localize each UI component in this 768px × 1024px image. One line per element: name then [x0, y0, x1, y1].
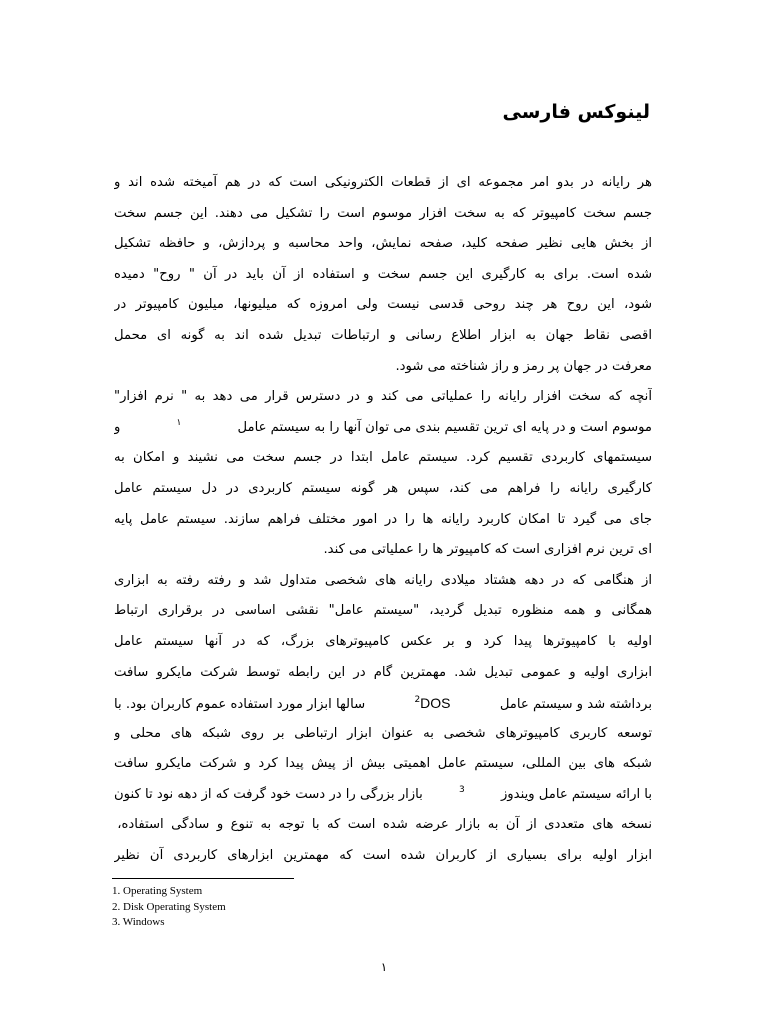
footnotes: [112, 884, 226, 931]
line-text: جسم سخت کامپیوتر که به سخت افزار موسوم است را تشکیل می دهند. این جسم سخت: [114, 205, 652, 221]
text-line: [114, 688, 652, 719]
text-segment: سالها ابزار مورد استفاده عموم کاربران بود. با: [114, 697, 366, 713]
footnote-2: 2. Disk Operating System: [112, 900, 226, 913]
line-text: توسعه کاربری کامپیوترهای شخصی به عنوان ابزار ارتباطی بر روی شبکه های محلی و: [114, 725, 652, 741]
text-segment: با ارائه سیستم عامل ویندوز: [500, 786, 652, 802]
footnote-1: 1. Operating System: [112, 885, 203, 897]
line-text: شود، این روح هر چند روحی قدسی نیست ولی امروزه که میلیونها، میلیون کامپیوتر در: [114, 297, 652, 313]
line-text: از بخش هایی نظیر صفحه کلید، صفحه نمایش، واحد محاسبه و پردازش، و حافظه تشکیل: [114, 236, 652, 252]
text-line: [114, 719, 652, 750]
line-text: اولیه با کامپیوترها پیدا کرد و بر عکس کامپیوترهای بزرگ، که در آنها سیستم عامل: [114, 633, 652, 649]
paragraph: [114, 566, 652, 872]
text-segment: و: [114, 419, 121, 435]
text-line: [114, 566, 652, 597]
line-text: اقصی نقاط جهان به ابزار اطلاع رسانی و ارتباطات تبدیل شده اند به گونه ای محمل: [114, 327, 652, 343]
text-line: [114, 229, 652, 260]
text-line: [114, 443, 652, 474]
text-line: [114, 321, 652, 352]
line-text: جای می گیرد تا امکان کاربرد رایانه ها را در امور مختلف فراهم سازند. سیستم عامل پایه: [114, 511, 652, 527]
footnote-3: 3. Windows: [112, 916, 165, 928]
text-segment: موسوم است و در پایه ای ترین تقسیم بندی می توان آنها را به سیستم عامل: [237, 419, 652, 435]
text-line: [114, 841, 652, 872]
footnote-ref: 3: [459, 784, 465, 795]
text-line: [114, 505, 652, 536]
text-line: [114, 290, 652, 321]
line-text: معرفت در جهان پر رمز و راز شناخته می شود.: [395, 358, 652, 374]
text-segment: بازار بزرگی را در دست خود گرفت که از دهه نود تا کنون: [114, 786, 423, 802]
latin-term: DOS: [420, 695, 451, 712]
footnote-ref: 2: [414, 695, 421, 706]
body-text: [114, 168, 652, 872]
line-text: ابزار اولیه برای بسیاری از کاربران شده است که مهمترین ابزارهای کاربردی آن نظیر: [114, 848, 652, 864]
paragraph: [114, 382, 652, 566]
text-line: [114, 474, 652, 505]
line-text: ای ترین نرم افزاری است که کامپیوتر ها را عملیاتی می کند.: [323, 542, 652, 558]
line-text: نسخه های متعددی از آن به بازار عرضه شده است که با توجه به تنوع و سادگی استفاده،: [117, 817, 652, 833]
page-number: ۱: [380, 960, 388, 974]
text-line: [114, 810, 652, 841]
line-text: سیستمهای کاربردی تقسیم کرد. سیستم عامل ابتدا در جسم سخت می نشیند و امکان به: [114, 450, 652, 466]
line-text: هر رایانه در بدو امر مجموعه ای از قطعات الکترونیکی است که در هم آمیخته شده اند و: [114, 175, 652, 190]
text-segment: برداشته شد و سیستم عامل: [499, 697, 652, 713]
inline-group: [177, 413, 182, 444]
line-text: کارگیری رایانه را فراهم می کند، سپس هر گونه سیستم کاربردی در دل سیستم عامل: [114, 480, 652, 496]
line-text: شده است. برای به کارگیری این جسم سخت و استفاده از آن باید در آن " روح" دمیده: [114, 266, 652, 282]
inline-group: [459, 780, 465, 811]
text-line: [114, 658, 652, 689]
text-line: [114, 749, 652, 780]
text-line: [114, 168, 652, 199]
text-line: [114, 199, 652, 230]
inline-group: [414, 688, 450, 719]
paragraph: [114, 168, 652, 382]
text-line: [114, 780, 652, 811]
line-text: آنچه که سخت افزار رایانه را عملیاتی می کند و در دسترس قرار می دهد به " نرم افزار": [114, 389, 652, 405]
line-text: ابزاری اولیه و عمومی تبدیل شد. مهمترین گام در این رابطه توسط شرکت مایکرو سافت: [114, 664, 652, 680]
text-line: [114, 382, 652, 413]
line-text: شبکه های بین المللی، سیستم عامل اهمیتی بیش از پیش پیدا کرد و شرکت مایکرو سافت: [114, 756, 652, 772]
footnote-separator: [112, 878, 294, 879]
text-line: [114, 596, 652, 627]
text-line: [114, 627, 652, 658]
text-line: [114, 260, 652, 291]
text-line: [114, 535, 652, 566]
document-title: لینوکس فارسی: [502, 101, 650, 123]
line-text: همگانی و همه منظوره تبدیل گردید، "سیستم عامل" نقشی اساسی در برقراری ارتباط: [114, 603, 652, 619]
text-line: [114, 413, 652, 444]
text-line: [114, 352, 652, 383]
footnote-ref: ۱: [176, 417, 182, 428]
line-text: از هنگامی که در دهه هشتاد میلادی رایانه های شخصی متداول شد و رفته رفته به ابزاری: [114, 572, 652, 588]
